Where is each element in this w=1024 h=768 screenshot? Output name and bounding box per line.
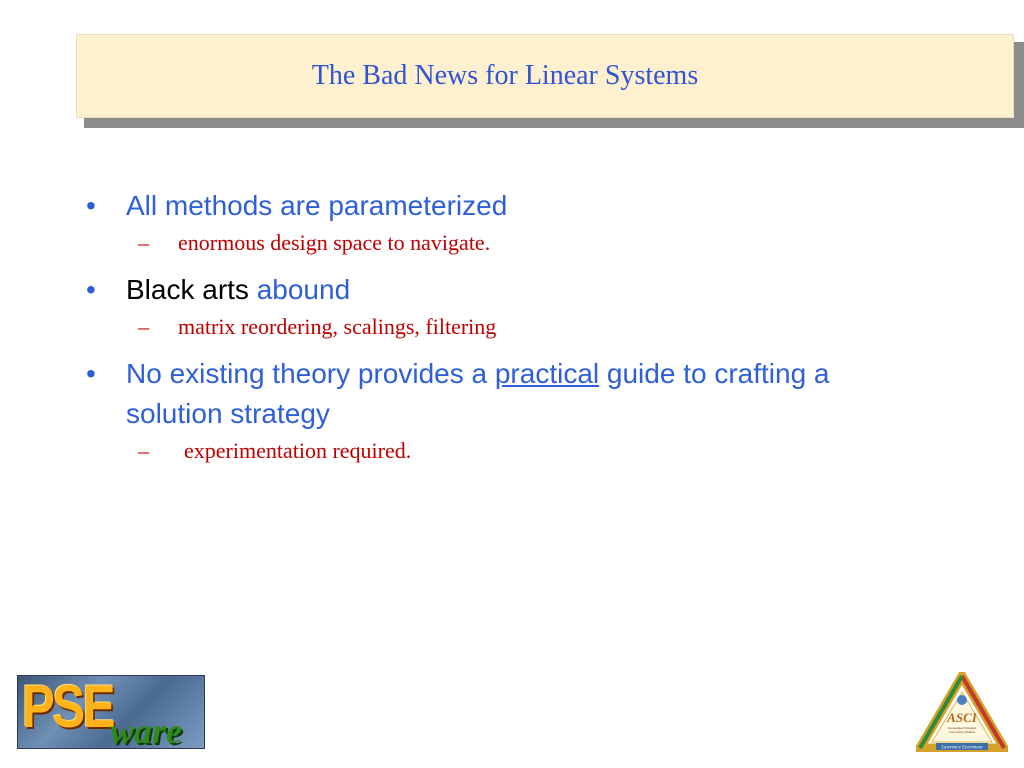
pseware-logo-ware: ware bbox=[110, 711, 182, 749]
sub-bullet-item bbox=[86, 436, 906, 466]
title-box bbox=[76, 34, 1014, 118]
bullet-item bbox=[86, 270, 906, 310]
bullet-text-before: No existing theory provides a bbox=[126, 358, 488, 389]
bullet-marker: • bbox=[86, 358, 96, 389]
bullet-item bbox=[86, 354, 906, 434]
sub-bullet-text: experimentation required. bbox=[184, 438, 412, 463]
asci-globe-icon bbox=[957, 695, 967, 705]
sub-bullet-text: enormous design space to navigate. bbox=[178, 230, 491, 255]
asci-line2: Computing Initiative bbox=[948, 730, 976, 734]
bullet-item bbox=[86, 186, 906, 226]
pseware-logo bbox=[17, 675, 205, 749]
bullet-text-underlined: practical bbox=[494, 358, 600, 389]
bullet-text-blue: abound bbox=[256, 274, 351, 305]
bullet-marker: • bbox=[86, 190, 96, 221]
sub-bullet-marker: – bbox=[138, 314, 149, 339]
bullet-text-after: guide to crafting a solution strategy bbox=[126, 358, 830, 429]
slide-title: The Bad News for Linear Systems bbox=[311, 60, 699, 91]
bullet-text-black: Black arts bbox=[126, 274, 249, 305]
sub-bullet-marker: – bbox=[138, 438, 149, 463]
sub-bullet-text: matrix reordering, scalings, filtering bbox=[178, 314, 497, 339]
asci-line1: Accelerated Strategic bbox=[947, 726, 977, 730]
asci-bottom-text: Lawrence Livermore bbox=[941, 745, 983, 751]
pseware-logo-pse: PSE bbox=[22, 675, 114, 740]
sub-bullet-item bbox=[86, 312, 906, 342]
bullet-list bbox=[86, 186, 906, 478]
bullet-marker: • bbox=[86, 274, 96, 305]
asci-logo bbox=[916, 672, 1008, 752]
sub-bullet-item bbox=[86, 228, 906, 258]
asci-center-text: ASCI bbox=[947, 710, 977, 725]
bullet-text: All methods are parameterized bbox=[126, 190, 508, 221]
sub-bullet-marker: – bbox=[138, 230, 149, 255]
